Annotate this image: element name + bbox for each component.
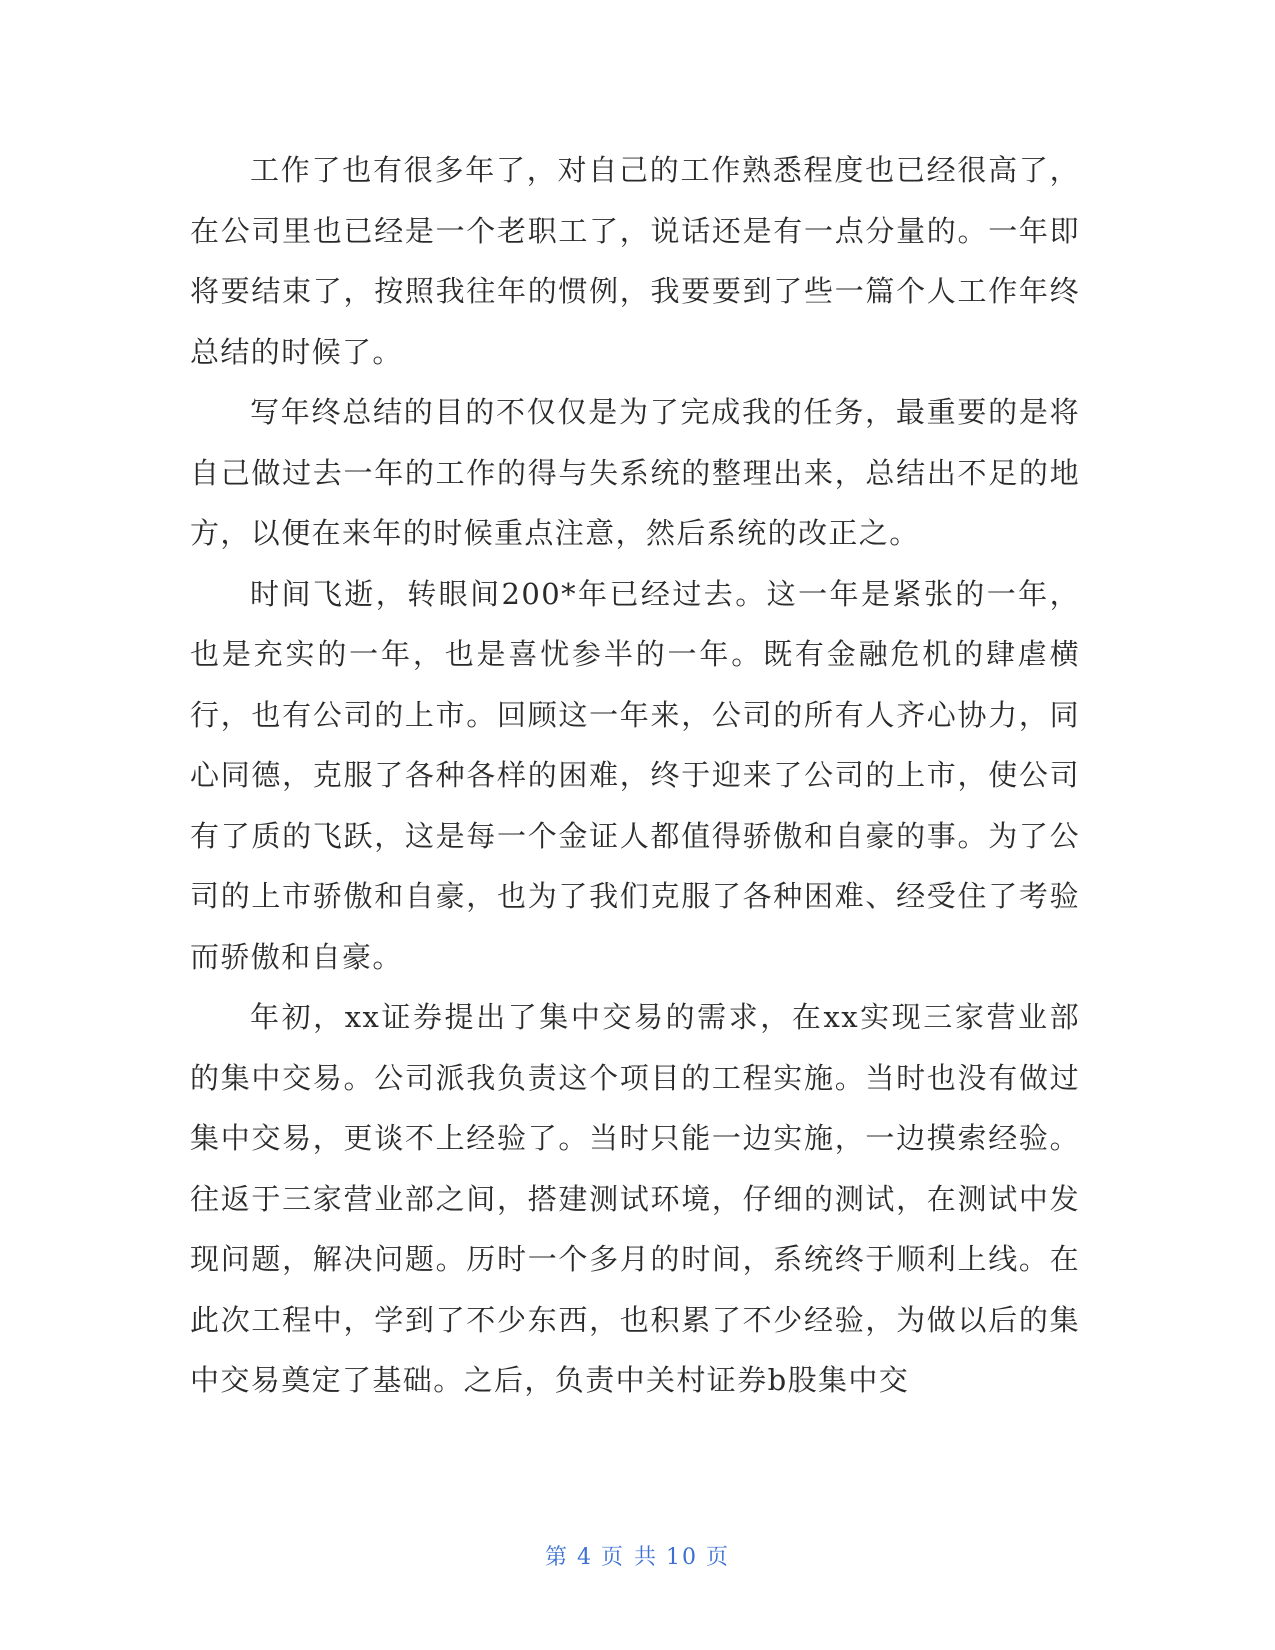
footer-total-pages: 10	[666, 1545, 698, 1570]
paragraph-2: 写年终总结的目的不仅仅是为了完成我的任务，最重要的是将自己做过去一年的工作的得与失系统的整理出来，总结出不足的地方，以便在来年的时候重点注意，然后系统的改正之。	[190, 395, 1080, 550]
paragraph-3: 时间飞逝，转眼间200*年已经过去。这一年是紧张的一年，也是充实的一年，也是喜忧参半的一年。既有金融危机的肆虐横行，也有公司的上市。回顾这一年来，公司的所有人齐心协力，同心同德，克服了各种各样的困难，终于迎来了公司的上市，使公司有了质的飞跃，这是每一个金证人都值得骄傲和自豪的事。为了公司的上市骄傲和自豪，也为了我们克服了各种困难、经受住了考验而骄傲和自豪。	[190, 576, 1080, 974]
footer-suffix: 页	[706, 1545, 731, 1570]
paragraph-4: 年初，xx证券提出了集中交易的需求，在xx实现三家营业部的集中交易。公司派我负责这个项目的工程实施。当时也没有做过集中交易，更谈不上经验了。当时只能一边实施，一边摸索经验。往返于三家营业部之间，搭建测试环境，仔细的测试，在测试中发现问题，解决问题。历时一个多月的时间，系统终于顺利上线。在此次工程中，学到了不少东西，也积累了不少经验，为做以后的集中交易奠定了基础。之后，负责中关村证券b股集中交	[190, 1000, 1080, 1397]
footer-middle: 页 共	[601, 1545, 658, 1570]
page-footer	[0, 1540, 1275, 1571]
footer-prefix: 第	[544, 1545, 569, 1570]
footer-current-page: 4	[577, 1545, 593, 1570]
paragraph-1: 工作了也有很多年了，对自己的工作熟悉程度也已经很高了，在公司里也已经是一个老职工了，说话还是有一点分量的。一年即将要结束了，按照我往年的惯例，我要要到了些一篇个人工作年终总结的时候了。	[190, 153, 1080, 369]
document-body	[190, 140, 1080, 1411]
